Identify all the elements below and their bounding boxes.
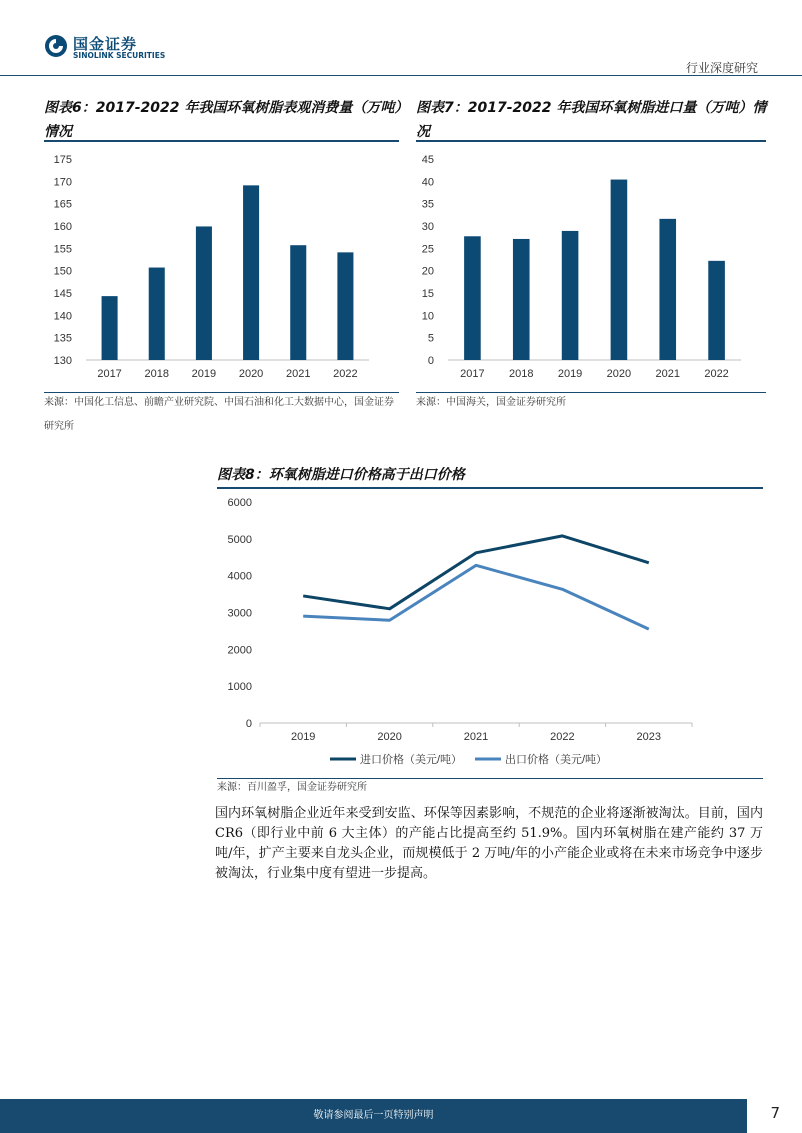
bar-2021	[290, 245, 306, 360]
y-tick-label: 30	[421, 221, 434, 233]
fig6-source-line2: 研究所	[44, 421, 74, 432]
y-tick-label: 40	[421, 176, 434, 189]
y-tick-label: 135	[53, 332, 72, 345]
x-tick-label: 2021	[286, 368, 311, 380]
fig6-bar-chart	[44, 146, 399, 386]
y-tick-label: 10	[421, 310, 434, 323]
bar-2021	[659, 219, 676, 360]
y-tick-label: 20	[421, 265, 434, 278]
y-tick-label: 2000	[227, 644, 252, 657]
y-tick-label: 175	[53, 154, 72, 166]
fig8-caption-rule	[217, 487, 763, 489]
y-tick-label: 170	[53, 176, 72, 189]
x-tick-label: 2018	[509, 368, 534, 380]
bar-2018	[513, 239, 530, 360]
fig6-caption	[44, 96, 409, 144]
x-tick-label: 2019	[557, 368, 583, 380]
x-tick-label: 2023	[636, 731, 662, 743]
y-tick-label: 35	[421, 198, 434, 211]
x-tick-label: 2020	[238, 368, 264, 380]
x-tick-label: 2019	[290, 731, 316, 743]
fig8-source: 来源：百川盈孚，国金证券研究所	[217, 782, 367, 793]
bar-2022	[337, 252, 353, 360]
y-tick-label: 4000	[227, 570, 252, 583]
x-tick-label: 2022	[704, 368, 729, 380]
fig8-caption: 图表8：环氧树脂进口价格高于出口价格	[217, 467, 465, 483]
y-tick-label: 15	[421, 288, 434, 300]
fig7-bar-chart	[416, 146, 766, 386]
logo-text-en: SINOLINK SECURITIES	[73, 51, 166, 60]
y-tick-label: 0	[427, 355, 434, 367]
y-tick-label: 1000	[227, 681, 252, 694]
x-tick-label: 2021	[655, 368, 680, 380]
x-tick-label: 2020	[606, 368, 632, 380]
fig7-source: 来源：中国海关，国金证券研究所	[416, 397, 566, 408]
series-line-import-price	[303, 536, 649, 609]
x-tick-label: 2022	[333, 368, 358, 380]
fig6-source	[44, 391, 409, 439]
fig6-source-line1: 来源：中国化工信息、前瞻产业研究院、中国石油和化工大数据中心，国金证券	[44, 397, 394, 408]
body-paragraph: 国内环氧树脂企业近年来受到安监、环保等因素影响，不规范的企业将逐渐被淘汰。目前，国内 CR6（即行业中前 6 大主体）的产能占比提高至约 51.9%。国内环氧树脂在建产能约 37 万吨/年，扩产主要来自龙头企业，而规模低于 2 万吨/年的小产能企业或将在未来市场竞争中逐步被淘汰，行业集中度有望进一步提高。	[215, 806, 763, 881]
y-tick-label: 3000	[227, 607, 252, 620]
y-tick-label: 5000	[227, 533, 252, 546]
fig6-caption-line2: 情况	[44, 124, 72, 140]
x-tick-label: 2022	[550, 731, 575, 743]
footer-disclaimer: 敬请参阅最后一页特别声明	[313, 1110, 434, 1121]
bar-2017	[464, 236, 481, 360]
series-line-export-price	[303, 565, 649, 629]
fig7-caption: 图表7：2017-2022 年我国环氧树脂进口量（万吨）情况	[416, 100, 767, 140]
x-tick-label: 2017	[460, 368, 485, 380]
bar-2018	[149, 268, 165, 360]
bar-2017	[102, 296, 118, 360]
fig6-caption-line1: 图表6：2017-2022 年我国环氧树脂表观消费量（万吨）	[44, 100, 409, 116]
bar-2019	[562, 231, 579, 360]
bar-2020	[243, 185, 259, 360]
y-tick-label: 150	[53, 265, 72, 278]
legend-label: 出口价格（美元/吨）	[505, 754, 608, 766]
y-tick-label: 45	[421, 154, 434, 166]
y-tick-label: 155	[53, 243, 72, 256]
y-tick-label: 5	[427, 332, 434, 345]
logo-text-cn: 国金证券	[73, 35, 138, 53]
report-category: 行业深度研究	[685, 61, 758, 75]
x-tick-label: 2018	[144, 368, 169, 380]
y-tick-label: 165	[53, 198, 72, 211]
y-tick-label: 160	[53, 221, 72, 233]
fig6-caption-rule	[44, 140, 399, 142]
page-number: 7	[770, 1104, 780, 1122]
bar-2022	[708, 261, 725, 360]
y-tick-label: 145	[53, 288, 72, 300]
y-tick-label: 140	[53, 310, 72, 323]
bar-2020	[611, 180, 628, 360]
sinolink-logo-icon	[44, 34, 68, 58]
y-tick-label: 25	[421, 243, 434, 256]
fig8-line-chart	[217, 490, 763, 776]
x-tick-label: 2017	[97, 368, 122, 380]
y-tick-label: 6000	[227, 497, 252, 509]
header-divider	[0, 75, 802, 76]
y-tick-label: 130	[53, 355, 72, 367]
x-tick-label: 2020	[377, 731, 402, 743]
y-tick-label: 0	[245, 718, 252, 730]
legend-label: 进口价格（美元/吨）	[360, 754, 463, 766]
bar-2019	[196, 226, 212, 360]
x-tick-label: 2019	[191, 368, 217, 380]
x-tick-label: 2021	[463, 731, 489, 743]
fig7-caption-rule	[416, 140, 766, 142]
